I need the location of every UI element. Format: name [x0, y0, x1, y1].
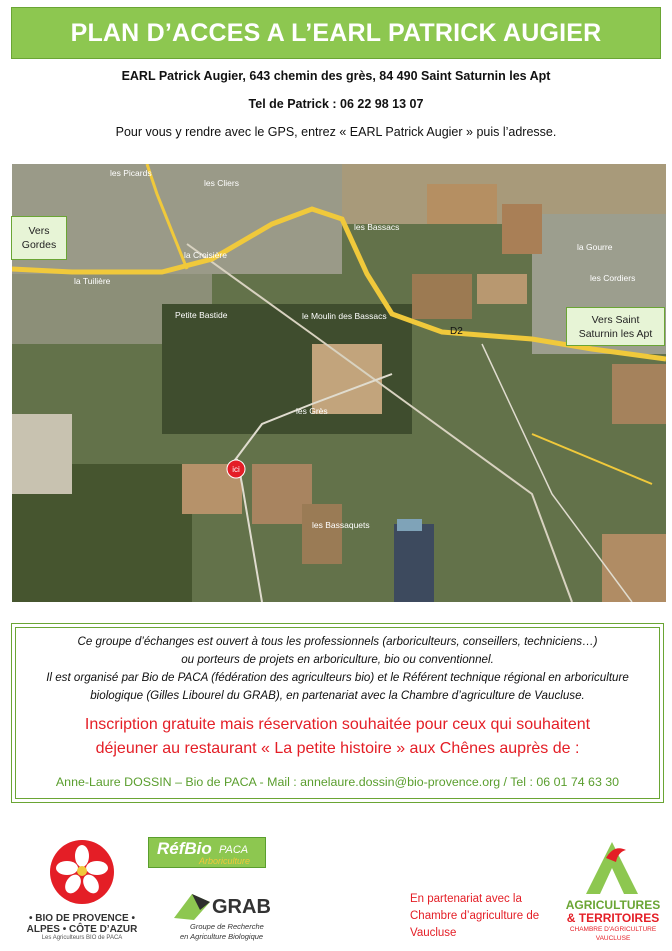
place-petite-bastide: Petite Bastide	[175, 310, 228, 320]
place-les-cliers: les Cliers	[204, 178, 239, 188]
grab-logo	[172, 890, 290, 945]
inscription-line-1: Inscription gratuite mais réservation souhaitée pour ceux qui souhaitent	[84, 716, 591, 733]
callout-left-line2: Gordes	[21, 239, 57, 251]
chambre-line2: & TERRITOIRES	[566, 911, 660, 925]
place-la-croisiere: la Croisière	[184, 250, 227, 260]
phone-line: Tel de Patrick : 06 22 98 13 07	[248, 97, 424, 111]
chambre-line3: CHAMBRE D'AGRICULTURE	[569, 926, 657, 933]
contact-line[interactable]: Anne-Laure DOSSIN – Bio de PACA - Mail : annelaure.dossin@bio-provence.org / Tel : 06 01 74 63 30	[55, 775, 620, 789]
chambre-agriculture-logo	[563, 838, 663, 948]
refbio-region: PACA	[219, 844, 249, 856]
place-les-cordiers: les Cordiers	[590, 273, 636, 283]
grab-tag1: Groupe de Recherche	[190, 922, 264, 931]
info-line-1: Ce groupe d’échanges est ouvert à tous les professionnels (arboriculteurs, conseillers, techniciens…)	[77, 635, 598, 648]
callout-vers-saint-saturnin	[566, 307, 665, 346]
callout-left-line1: Vers	[28, 225, 50, 237]
place-moulin-des-bassacs: le Moulin des Bassacs	[302, 311, 387, 321]
place-la-gourre: la Gourre	[577, 242, 613, 252]
place-les-bassacs: les Bassacs	[354, 222, 400, 232]
info-box	[11, 623, 664, 803]
road-label-d2: D2	[450, 326, 463, 337]
marker-label: ici	[232, 465, 240, 474]
info-line-2: ou porteurs de projets en arboriculture, bio ou conventionnel.	[181, 653, 494, 666]
place-les-picards: les Picards	[110, 168, 152, 178]
page-title: PLAN D’ACCES A L’EARL PATRICK AUGIER	[70, 18, 602, 47]
place-les-gres: les Grès	[296, 406, 328, 416]
refbio-sub: Arboriculture	[199, 856, 251, 866]
bio-provence-line2: ALPES • CÔTE D’AZUR	[26, 924, 138, 935]
bio-provence-line1: • BIO DE PROVENCE •	[29, 913, 135, 924]
info-line-4: biologique (Gilles Libourel du GRAB), en partenariat avec la Chambre d’agriculture de Vaucluse.	[90, 689, 585, 702]
partner-line2: Chambre d’agriculture de	[410, 910, 540, 922]
partner-line3: Vaucluse	[410, 927, 457, 939]
chambre-line1: AGRICULTURES	[565, 898, 661, 912]
bio-provence-tag: Les Agriculteurs BIO de PACA	[41, 935, 123, 941]
inscription-line-2: déjeuner au restaurant « La petite histoire » aux Chênes auprès de :	[95, 740, 580, 757]
partner-line1: En partenariat avec la	[410, 893, 522, 905]
satellite-map-image	[12, 164, 666, 602]
chambre-a-icon	[578, 838, 648, 896]
grab-name: GRAB	[212, 896, 271, 918]
bio-provence-logo	[22, 838, 142, 948]
chambre-line4: VAUCLUSE	[595, 935, 631, 942]
partner-text	[410, 891, 539, 942]
bio-provence-flower-icon	[22, 838, 142, 908]
place-les-bassaquets: les Bassaquets	[312, 520, 370, 530]
callout-vers-gordes	[11, 216, 67, 260]
info-box-inner	[15, 627, 660, 799]
title-banner	[11, 7, 661, 59]
info-line-3: Il est organisé par Bio de PACA (fédération des agriculteurs bio) et le Référent technique régional en arboriculture	[46, 671, 629, 684]
address-line: EARL Patrick Augier, 643 chemin des grès, 84 490 Saint Saturnin les Apt	[121, 69, 551, 83]
access-map[interactable]	[12, 164, 666, 602]
callout-right-line2: Saturnin les Apt	[578, 327, 653, 340]
refbio-logo	[148, 837, 266, 868]
grab-leaf-icon	[172, 892, 212, 922]
callout-right-line1: Vers Saint	[591, 313, 640, 326]
grab-tag2: en Agriculture Biologique	[180, 932, 264, 941]
gps-note: Pour vous y rendre avec le GPS, entrez « EARL Patrick Augier » puis l’adresse.	[115, 125, 557, 139]
refbio-main: RéfBio	[157, 839, 212, 858]
place-la-tuiliere: la Tuilière	[74, 276, 111, 286]
